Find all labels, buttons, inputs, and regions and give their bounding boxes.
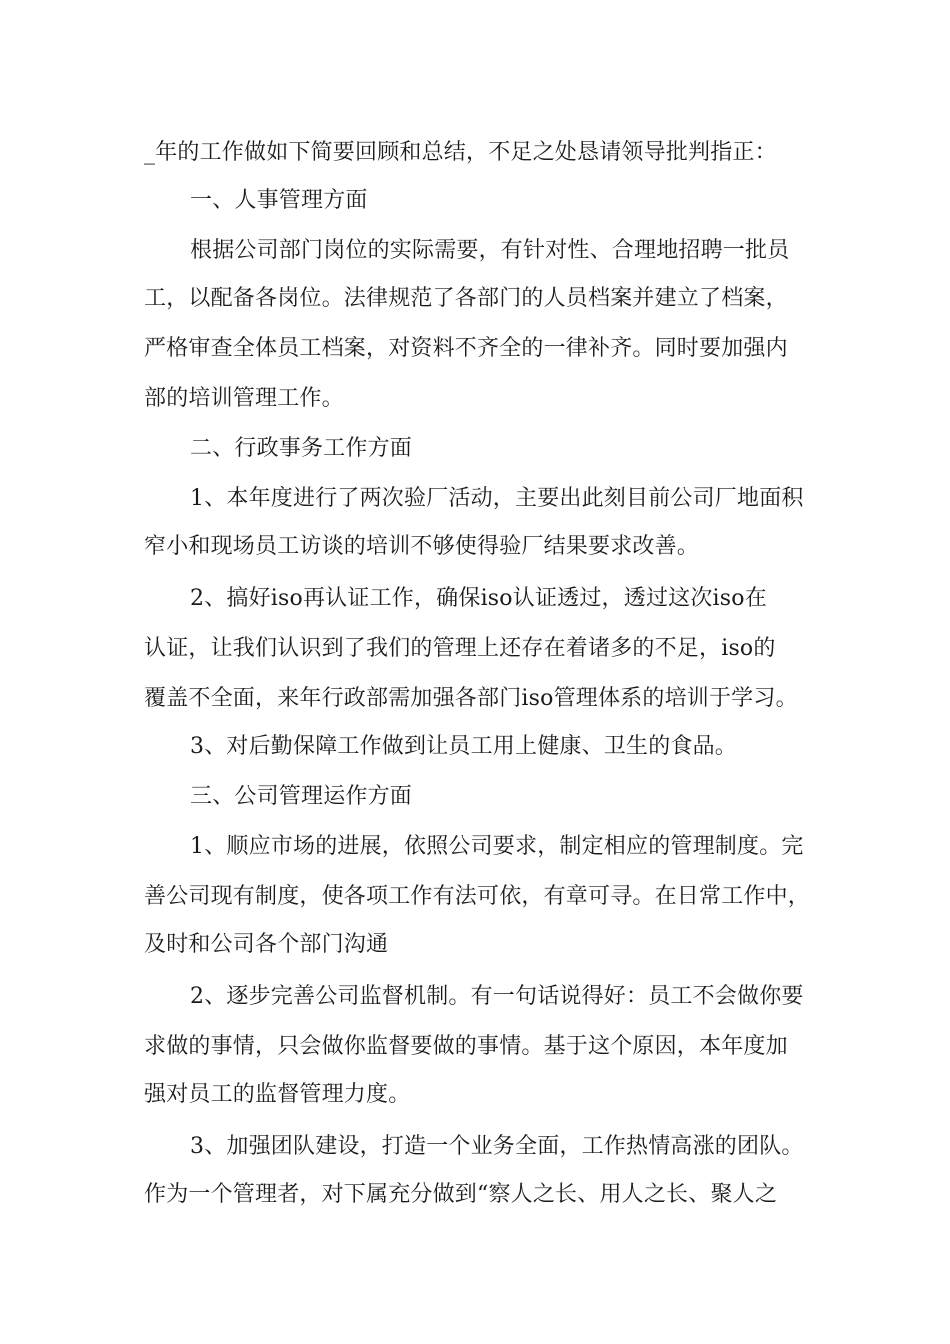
text-line: 强对员工的监督管理力度。 (144, 1082, 411, 1107)
section-heading: 一、人事管理方面 (190, 188, 368, 213)
section-heading: 三、公司管理运作方面 (190, 784, 413, 809)
text-line: 部的培训管理工作。 (144, 386, 344, 411)
text-line: 1、本年度进行了两次验厂活动，主要出此刻目前公司厂地面积 (190, 486, 804, 511)
text-line: 窄小和现场员工访谈的培训不够使得验厂结果要求改善。 (144, 534, 700, 559)
section-heading: 二、行政事务工作方面 (190, 436, 413, 461)
text-line: 2、搞好iso再认证工作，确保iso认证透过，透过这次iso在 (190, 586, 767, 611)
text-line: _年的工作做如下简要回顾和总结，不足之处恳请领导批判指正： (144, 140, 777, 165)
text-line: 根据公司部门岗位的实际需要，有针对性、合理地招聘一批员 (190, 238, 790, 263)
text-line: 认证，让我们认识到了我们的管理上还存在着诸多的不足，iso的 (144, 636, 776, 661)
text-line: 3、加强团队建设，打造一个业务全面，工作热情高涨的团队。 (190, 1134, 804, 1159)
text-line: 善公司现有制度，使各项工作有法可依，有章可寻。在日常工作中， (144, 884, 811, 909)
text-line: 严格审查全体员工档案，对资料不齐全的一律补齐。同时要加强内 (144, 336, 788, 361)
text-line: 3、对后勤保障工作做到让员工用上健康、卫生的食品。 (190, 734, 737, 759)
text-line: 工，以配备各岗位。法律规范了各部门的人员档案并建立了档案， (144, 286, 788, 311)
text-line: 2、逐步完善公司监督机制。有一句话说得好：员工不会做你要 (190, 984, 804, 1009)
text-line: 1、顺应市场的进展，依照公司要求，制定相应的管理制度。完 (190, 834, 804, 859)
text-line: 作为一个管理者，对下属充分做到“察人之长、用人之长、聚人之 (144, 1182, 778, 1207)
text-line: 及时和公司各个部门沟通 (144, 932, 389, 957)
text-line: 覆盖不全面，来年行政部需加强各部门iso管理体系的培训于学习。 (144, 686, 798, 711)
text-line: 求做的事情，只会做你监督要做的事情。基于这个原因，本年度加 (144, 1034, 788, 1059)
